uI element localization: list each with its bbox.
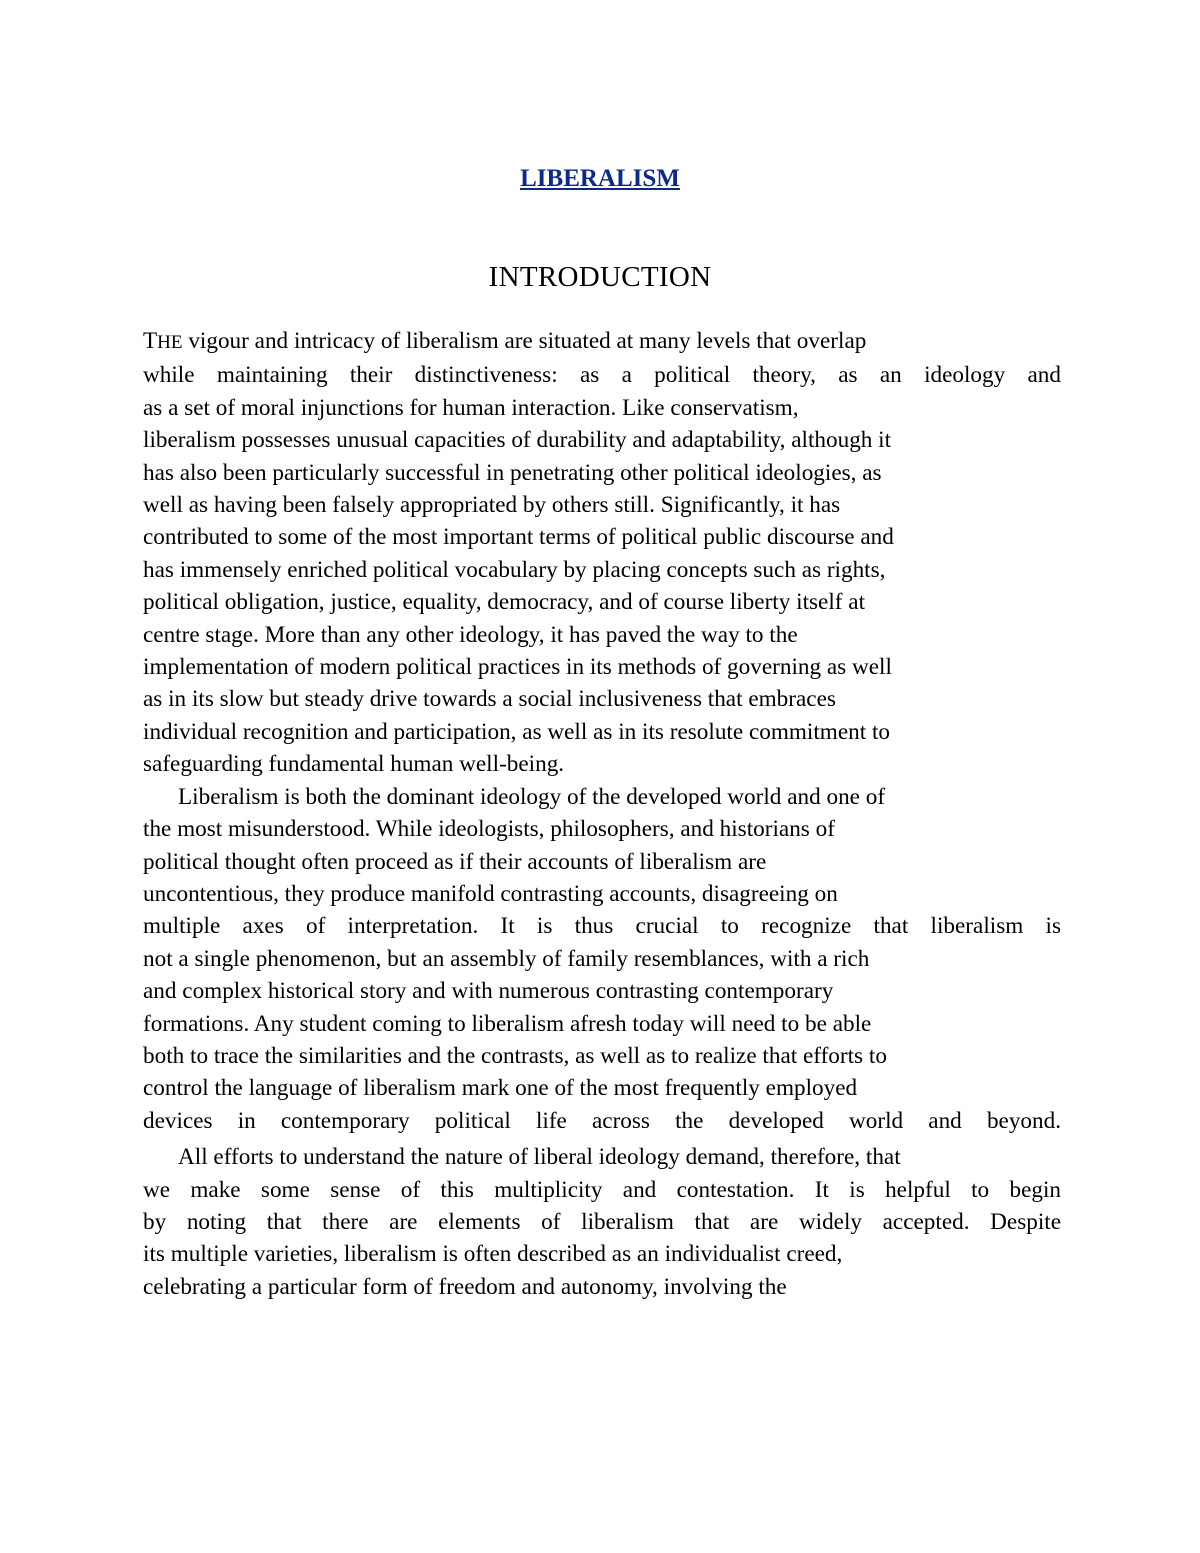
- text-line: formations. Any student coming to liberalism afresh today will need to be able: [143, 1010, 872, 1037]
- text-line: has immensely enriched political vocabulary by placing concepts such as rights,: [143, 556, 886, 583]
- text-line: political thought often proceed as if their accounts of liberalism are: [143, 848, 767, 875]
- text-line: liberalism possesses unusual capacities of durability and adaptability, although it: [143, 427, 892, 454]
- text-line: safeguarding fundamental human well-being.: [143, 751, 565, 778]
- section-heading: INTRODUCTION: [488, 261, 712, 293]
- text-line: has also been particularly successful in penetrating other political ideologies, as: [143, 459, 882, 486]
- text-line: multiple axes of interpretation. It is thus crucial to recognize that liberalism is: [143, 913, 1061, 940]
- text-line: THE vigour and intricacy of liberalism are situated at many levels that overlap: [143, 328, 867, 354]
- text-line: political obligation, justice, equality, democracy, and of course liberty itself at: [143, 589, 866, 616]
- text-line: devices in contemporary political life across the developed world and beyond.: [143, 1107, 1061, 1134]
- paragraph-3: [143, 1141, 1061, 1303]
- text-line: centre stage. More than any other ideology, it has paved the way to the: [143, 621, 798, 648]
- paragraph-2: [143, 781, 1061, 1137]
- document-title: [0, 162, 1200, 196]
- text-line: its multiple varieties, liberalism is often described as an individualist creed,: [143, 1241, 843, 1268]
- text-line: and complex historical story and with numerous contrasting contemporary: [143, 978, 834, 1005]
- text-line: Liberalism is both the dominant ideology of the developed world and one of: [178, 783, 886, 810]
- text-line: both to trace the similarities and the contrasts, as well as to realize that efforts to: [143, 1042, 887, 1069]
- text-line: as in its slow but steady drive towards a social inclusiveness that embraces: [143, 686, 836, 713]
- text-line: not a single phenomenon, but an assembly of family resemblances, with a rich: [143, 945, 870, 972]
- text-line: individual recognition and participation, as well as in its resolute commitment to: [143, 718, 890, 745]
- text-line: while maintaining their distinctiveness: as a political theory, as an ideology and: [143, 362, 1061, 389]
- text-line: All efforts to understand the nature of liberal ideology demand, therefore, that: [178, 1144, 901, 1171]
- paragraph-1: [143, 325, 1061, 781]
- text-line: as a set of moral injunctions for human interaction. Like conservatism,: [143, 394, 799, 421]
- text-line: celebrating a particular form of freedom and autonomy, involving the: [143, 1273, 787, 1300]
- text-line: uncontentious, they produce manifold contrasting accounts, disagreeing on: [143, 880, 838, 907]
- text-line: by noting that there are elements of liberalism that are widely accepted. Despite: [143, 1208, 1061, 1235]
- text-line: well as having been falsely appropriated by others still. Significantly, it has: [143, 492, 841, 519]
- title-link[interactable]: LIBERALISM: [520, 165, 680, 192]
- text-line: the most misunderstood. While ideologists, philosophers, and historians of: [143, 816, 835, 843]
- text-line: we make some sense of this multiplicity and contestation. It is helpful to begin: [143, 1176, 1061, 1203]
- text-line: contributed to some of the most important terms of political public discourse and: [143, 524, 894, 551]
- text-line: control the language of liberalism mark one of the most frequently employed: [143, 1075, 858, 1102]
- body-text: [143, 325, 1061, 1303]
- lead-capitals: THE: [143, 328, 183, 354]
- text-line: implementation of modern political practices in its methods of governing as well: [143, 654, 892, 681]
